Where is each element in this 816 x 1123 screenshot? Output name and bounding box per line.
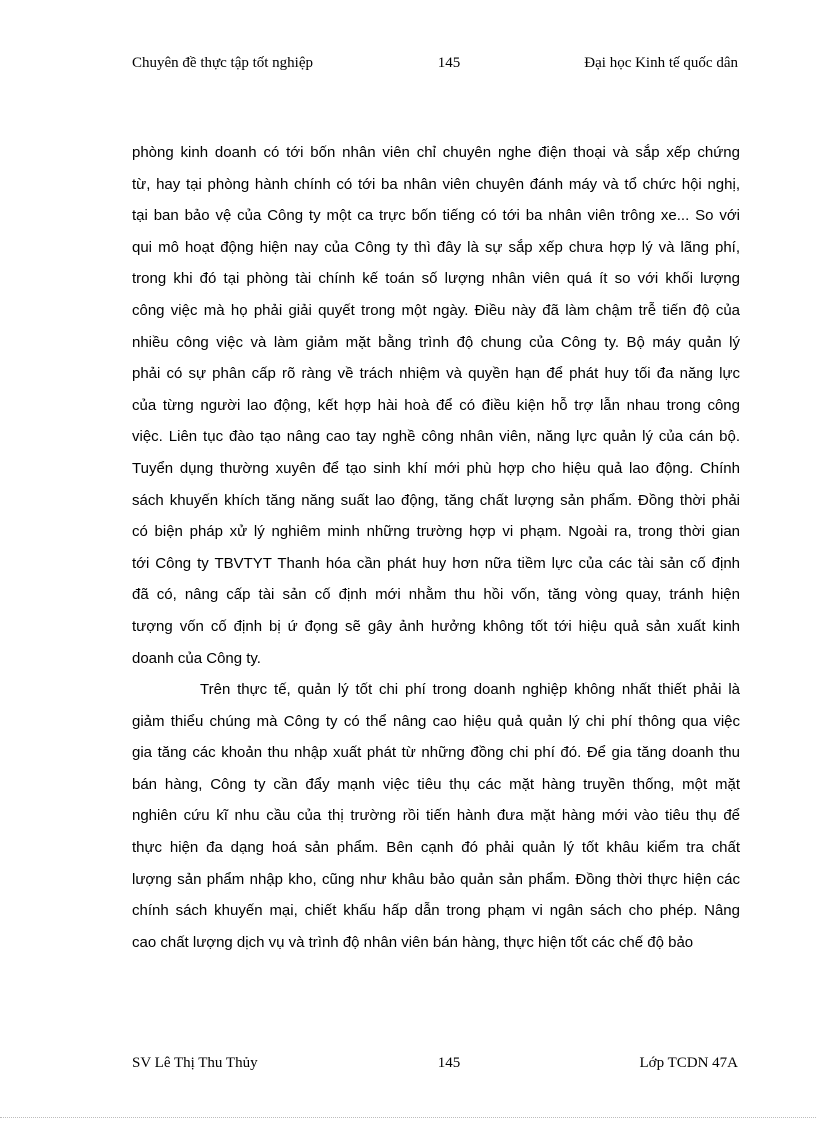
text-line: phòng kinh doanh có tới bốn nhân viên chỉ chuyên nghe điện thoại và sắp xếp chứng (132, 144, 740, 161)
text-line: tượng vốn cố định bị ứ đọng sẽ gây ảnh hưởng không tốt tới hiệu quả sản xuất kinh (132, 617, 740, 635)
paragraph-2 (132, 678, 740, 962)
text-line: giảm thiểu chúng mà Công ty có thể nâng cao hiệu quả quản lý chi phí thông qua việc (132, 712, 740, 730)
header-thesis-title: Chuyên đề thực tập tốt nghiệp (132, 55, 314, 71)
text-line: công việc mà họ phải giải quyết trong một ngày. Điều này đã làm chậm trễ tiến độ của (132, 301, 740, 319)
text-line: tới Công ty TBVTYT Thanh hóa cần phát huy hơn nữa tiềm lực của các tài sản cố định (132, 554, 740, 572)
header-page-number: 145 (437, 55, 461, 71)
text-line: Tuyển dụng thường xuyên để tạo sinh khí mới phù hợp cho hiệu quả lao động. Chính (132, 459, 740, 477)
text-line: gia tăng các khoản thu nhập xuất phát từ những đồng chi phí đó. Để gia tăng doanh thu (132, 744, 740, 762)
text-line: của từng người lao động, kết hợp hài hoà để có điều kiện hỗ trợ lẫn nhau trong công (132, 396, 740, 414)
text-line: nghiên cứu kĩ nhu cầu của thị trường rồi tiến hành đưa mặt hàng mới vào tiêu thụ để (132, 807, 740, 825)
footer-student-name: SV Lê Thị Thu Thủy (132, 1055, 258, 1071)
text-line: qui mô hoạt động hiện nay của Công ty thì đây là sự sắp xếp chưa hợp lý và lãng phí, (132, 238, 740, 256)
text-line: Trên thực tế, quản lý tốt chi phí trong doanh nghiệp không nhất thiết phải là (200, 681, 740, 699)
text-line: trong khi đó tại phòng tài chính kế toán số lượng nhân viên quá ít so với khối lượng (132, 270, 740, 288)
text-line: nhiều công việc và làm giảm mặt bằng trình độ chung của Công ty. Bộ máy quản lý (132, 333, 740, 351)
footer-page-number: 145 (437, 1055, 461, 1071)
text-line: phải có sự phân cấp rõ ràng về trách nhiệm và quyền hạn để phát huy tối đa năng lực (132, 365, 740, 383)
text-line: doanh của Công ty. (132, 649, 261, 667)
text-line: có biện pháp xử lý nghiêm minh những trường hợp vi phạm. Ngoài ra, trong thời gian (132, 523, 740, 541)
footer-class-name: Lớp TCDN 47A (639, 1055, 738, 1071)
text-line: sách khuyến khích tăng năng suất lao động, tăng chất lượng sản phẩm. Đồng thời phải (132, 491, 740, 509)
text-line: tại ban bảo vệ của Công ty một ca trực bốn tiếng có tới ba nhân viên trông xe... So với (132, 207, 740, 225)
body-text (132, 141, 740, 962)
text-line: thực hiện đa dạng hoá sản phẩm. Bên cạnh đó phải quản lý tốt khâu kiểm tra chất (132, 839, 740, 857)
page-bottom-divider (0, 1117, 816, 1118)
text-line: chính sách khuyến mại, chiết khấu hấp dẫn trong phạm vi ngân sách cho phép. Nâng (132, 902, 740, 920)
paragraph-1 (132, 141, 740, 678)
text-line: việc. Liên tục đào tạo nâng cao tay nghề công nhân viên, năng lực quản lý của cán bộ. (132, 428, 740, 446)
text-line: từ, hay tại phòng hành chính có tới ba nhân viên chuyên đánh máy và tổ chức hội nghị, (132, 175, 740, 193)
text-line: cao chất lượng dịch vụ và trình độ nhân viên bán hàng, thực hiện tốt các chế độ bảo (132, 933, 694, 951)
header-university: Đại học Kinh tế quốc dân (584, 55, 738, 71)
text-line: đã có, nâng cấp tài sản cố định mới nhằm thu hồi vốn, tăng vòng quay, tránh hiện (132, 586, 740, 604)
text-line: bán hàng, Công ty cần đẩy mạnh việc tiêu thụ các mặt hàng truyền thống, một mặt (132, 775, 740, 793)
text-line: lượng sản phẩm nhập kho, cũng như khâu bảo quản sản phẩm. Đồng thời thực hiện các (132, 870, 740, 888)
